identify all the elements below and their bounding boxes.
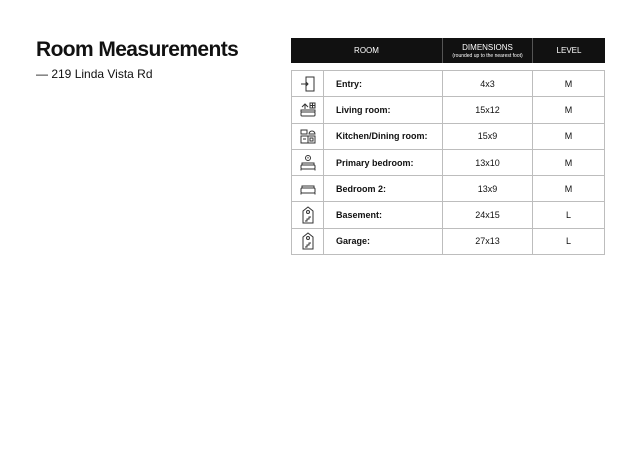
room-level: M xyxy=(533,124,605,149)
header-room: ROOM xyxy=(291,38,443,63)
entry-door-icon xyxy=(291,71,324,96)
room-name: Living room: xyxy=(324,97,443,122)
room-name: Kitchen/Dining room: xyxy=(324,124,443,149)
room-name: Entry: xyxy=(324,71,443,96)
room-dimensions: 13x9 xyxy=(443,176,533,201)
room-name: Primary bedroom: xyxy=(324,150,443,175)
header-level: LEVEL xyxy=(556,46,582,55)
table-row xyxy=(291,176,605,202)
room-level: L xyxy=(533,202,605,227)
room-dimensions: 15x12 xyxy=(443,97,533,122)
property-address: — 219 Linda Vista Rd xyxy=(36,67,153,81)
table-row xyxy=(291,150,605,176)
room-level: M xyxy=(533,71,605,96)
garage-icon xyxy=(291,229,324,254)
room-level: M xyxy=(533,176,605,201)
bed-icon xyxy=(291,176,324,201)
room-level: L xyxy=(533,229,605,254)
header-dimensions-label: DIMENSIONS xyxy=(462,42,513,52)
room-dimensions: 24x15 xyxy=(443,202,533,227)
room-level: M xyxy=(533,150,605,175)
stairs-down-icon xyxy=(291,202,324,227)
page-title: Room Measurements xyxy=(36,38,239,61)
kitchen-icon xyxy=(291,124,324,149)
header-dimensions xyxy=(443,38,533,63)
table-row xyxy=(291,97,605,123)
room-dimensions: 4x3 xyxy=(443,71,533,96)
living-room-icon xyxy=(291,97,324,122)
table-row xyxy=(291,71,605,97)
table-row xyxy=(291,202,605,228)
table-row xyxy=(291,229,605,255)
primary-bedroom-icon xyxy=(291,150,324,175)
table-header xyxy=(291,38,605,63)
room-measurements-table xyxy=(291,38,605,255)
room-dimensions: 27x13 xyxy=(443,229,533,254)
room-name: Garage: xyxy=(324,229,443,254)
table-row xyxy=(291,124,605,150)
room-dimensions: 13x10 xyxy=(443,150,533,175)
room-level: M xyxy=(533,97,605,122)
table-body xyxy=(291,70,605,255)
room-name: Bedroom 2: xyxy=(324,176,443,201)
header-dimensions-note: (rounded up to the nearest foot) xyxy=(452,52,523,59)
room-dimensions: 15x9 xyxy=(443,124,533,149)
room-name: Basement: xyxy=(324,202,443,227)
